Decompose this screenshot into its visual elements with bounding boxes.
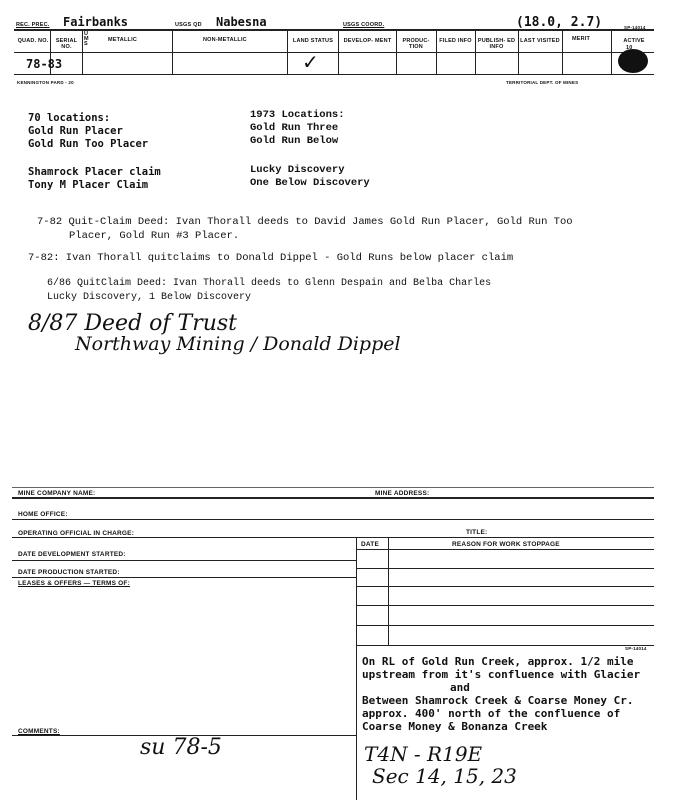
active-stamp-icon [618, 49, 648, 73]
form-number: SP-14014 [624, 25, 646, 30]
list-item: Gold Run Too Placer [28, 138, 149, 150]
rule [12, 497, 654, 499]
rec-prec-label: REC. PREC. [16, 22, 50, 28]
land-status-check-icon: ✓ [302, 50, 319, 74]
right-block [250, 109, 370, 190]
usgs-coord-label: USGS COORD. [343, 22, 385, 28]
rule [14, 74, 654, 75]
rule [12, 519, 654, 520]
right-heading: 1973 Locations: [250, 109, 345, 121]
mine-address-label: MINE ADDRESS: [375, 490, 430, 497]
location-line: and [450, 681, 470, 694]
col-non-metallic: NON-METALLIC [203, 37, 247, 43]
rule [12, 537, 654, 538]
location-line: On RL of Gold Run Creek, approx. 1/2 mile [362, 655, 634, 668]
list-item: Gold Run Three [250, 122, 339, 134]
col-quad-no: QUAD. NO. [17, 38, 49, 44]
date-column-header: DATE [361, 541, 380, 548]
u-m-s-marker: U M S [84, 31, 89, 47]
rule [12, 577, 356, 578]
usgs-qd-label: USGS QD [175, 22, 202, 28]
deed-1-line-2: Placer, Gold Run #3 Placer. [69, 230, 240, 242]
handwritten-section: Sec 14, 15, 23 [372, 764, 517, 788]
date-development-started-label: DATE DEVELOPMENT STARTED: [18, 551, 126, 558]
rule [14, 52, 654, 53]
title-label: TITLE: [466, 529, 488, 536]
list-item: Gold Run Placer [28, 125, 123, 137]
left-heading: 70 locations: [28, 112, 111, 124]
col-merit: MERIT [572, 36, 591, 42]
deed-3-line-1: 6/86 QuitClaim Deed: Ivan Thorall deeds to Glenn Despain and Belba Charles [47, 278, 492, 289]
deed-2: 7-82: Ivan Thorall quitclaims to Donald Dippel - Gold Runs below placer claim [28, 252, 514, 264]
col-active: ACTIVE [623, 38, 645, 44]
col-filed-info: FILED INFO [439, 38, 472, 44]
list-item: Shamrock Placer claim [28, 166, 161, 178]
list-item: One Below Discovery [250, 177, 370, 189]
location-line: approx. 400' north of the confluence of [362, 707, 621, 720]
rule [12, 560, 356, 561]
location-line: Coarse Money & Bonanza Creek [362, 720, 548, 733]
col-published-info: PUBLISH- ED INFO [477, 38, 516, 50]
list-item: Gold Run Below [250, 135, 339, 147]
rec-prec-value: Fairbanks [63, 15, 129, 29]
footer-right: TERRITORIAL DEPT. OF MINES [506, 80, 579, 85]
usgs-qd-value: Nabesna [216, 15, 267, 29]
col-land-status: LAND STATUS [292, 38, 334, 44]
col-production: PRODUC- TION [402, 38, 430, 50]
location-note [362, 655, 640, 733]
handwritten-deed-of-trust: 8/87 Deed of Trust [28, 311, 238, 336]
list-item: Tony M Placer Claim [28, 179, 149, 191]
home-office-label: HOME OFFICE: [18, 511, 68, 518]
location-line: Between Shamrock Creek & Coarse Money Cr. [362, 694, 634, 707]
leases-offers-label: LEASES & OFFERS — TERMS OF: [18, 580, 130, 587]
usgs-coord-value: (18.0, 2.7) [516, 15, 603, 30]
mine-company-name-label: MINE COMPANY NAME: [18, 490, 96, 497]
handwritten-township: T4N - R19E [364, 742, 483, 766]
col-metallic: METALLIC [108, 37, 137, 43]
active-value: 10 [626, 45, 633, 51]
deed-3-line-2: Lucky Discovery, 1 Below Discovery [47, 292, 252, 303]
handwritten-northway: Northway Mining / Donald Dippel [75, 333, 401, 355]
rule [12, 487, 654, 488]
footer-left: KENNINGTON PARD - 20 [17, 80, 74, 85]
form-number-2: SP-14014 [625, 646, 647, 651]
handwritten-initials: su 78-5 [140, 735, 222, 760]
list-item: Lucky Discovery [250, 164, 345, 176]
comments-label: COMMENTS: [18, 728, 60, 735]
reason-column-header: REASON FOR WORK STOPPAGE [452, 541, 560, 548]
deed-1-line-1: 7-82 Quit-Claim Deed: Ivan Thorall deeds to David James Gold Run Placer, Gold Run Too [37, 216, 573, 228]
rule [356, 549, 654, 550]
date-production-started-label: DATE PRODUCTION STARTED: [18, 569, 120, 576]
col-development: DEVELOP- MENT [343, 38, 392, 44]
col-last-visited: LAST VISITED [520, 38, 560, 44]
col-serial-no: SERIAL NO. [55, 38, 78, 50]
left-block [28, 112, 161, 192]
location-line: upstream from it's confluence with Glacier [362, 668, 641, 681]
operating-official-label: OPERATING OFFICIAL IN CHARGE: [18, 530, 135, 537]
quad-serial-value: 78-83 [26, 57, 63, 71]
